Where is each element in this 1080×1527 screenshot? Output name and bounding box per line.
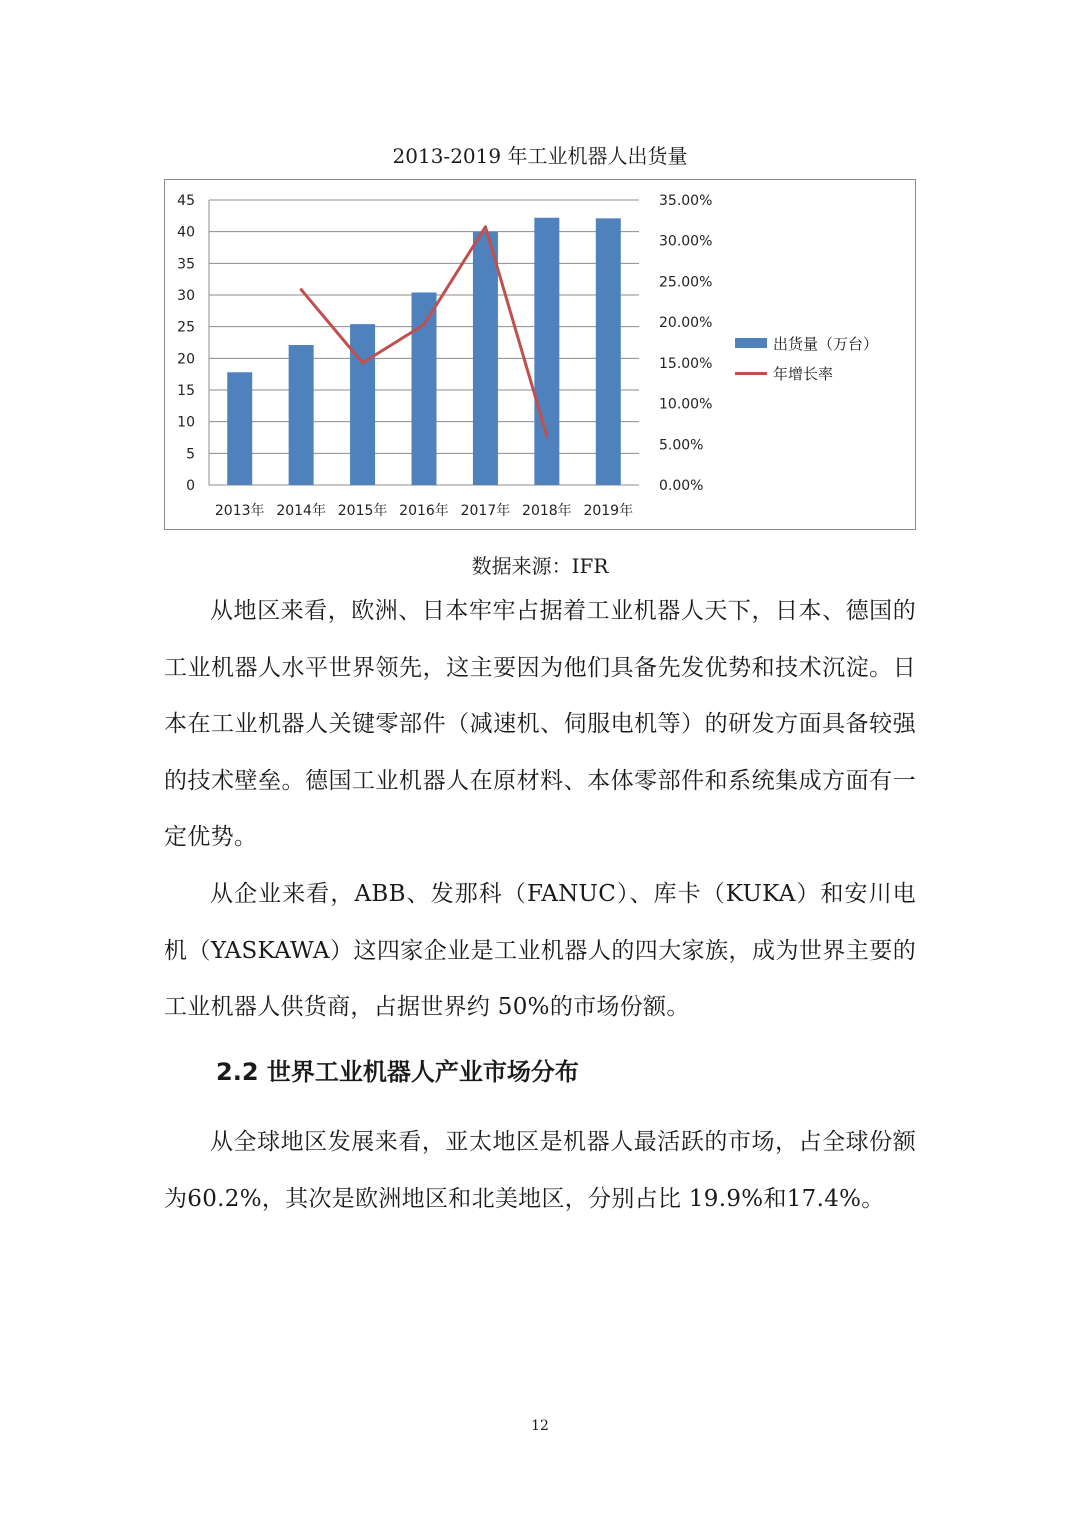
chart-legend xyxy=(735,328,915,388)
figure-title: 2013-2019 年工业机器人出货量 xyxy=(392,144,688,168)
y-right-tick-label: 15.00% xyxy=(659,355,713,372)
y-left-tick-label: 30 xyxy=(177,288,195,304)
x-tick-label: 2016年 xyxy=(399,503,449,519)
y-left-tick-label: 35 xyxy=(177,256,195,273)
legend-item-growth xyxy=(735,358,915,388)
bar xyxy=(289,345,314,485)
paragraph-market: 从全球地区发展来看，亚太地区是机器人最活跃的市场，占全球份额为60.2%，其次是欧洲地区和北美地区，分别占比 19.9%和17.4%。 xyxy=(164,1129,916,1212)
y-left-tick-label: 10 xyxy=(177,414,195,431)
section-heading: 2.2 世界工业机器人产业市场分布 xyxy=(216,1058,579,1086)
x-tick-label: 2015年 xyxy=(337,503,388,519)
legend-item-shipments xyxy=(735,328,915,358)
y-left-tick-label: 20 xyxy=(177,351,195,368)
bar xyxy=(227,372,252,485)
y-right-tick-label: 5.00% xyxy=(659,437,704,454)
legend-line-swatch xyxy=(735,372,767,375)
y-right-tick-label: 0.00% xyxy=(659,478,704,494)
y-right-tick-label: 20.00% xyxy=(659,315,713,332)
x-tick-label: 2019年 xyxy=(583,503,634,519)
bar xyxy=(596,218,621,485)
figure-source: 数据来源：IFR xyxy=(471,554,609,578)
y-left-tick-label: 15 xyxy=(177,383,195,399)
legend-bar-swatch xyxy=(735,338,767,348)
y-right-tick-label: 30.00% xyxy=(659,233,713,250)
x-tick-label: 2013年 xyxy=(214,503,265,519)
y-right-tick-label: 35.00% xyxy=(659,193,713,209)
growth-rate-point xyxy=(361,361,364,364)
bar xyxy=(412,292,437,485)
paragraph-companies: 从企业来看，ABB、发那科（FANUC）、库卡（KUKA）和安川电机（YASKAWA）这四家企业是工业机器人的四大家族，成为世界主要的工业机器人供货商，占据世界约 50%的市场份额。 xyxy=(164,881,916,1020)
legend-label-shipments: 出货量（万台） xyxy=(773,334,879,353)
x-tick-label: 2018年 xyxy=(522,503,572,519)
y-right-tick-label: 25.00% xyxy=(659,274,713,291)
y-right-tick-label: 10.00% xyxy=(659,396,713,413)
bar xyxy=(534,218,559,485)
growth-rate-point xyxy=(300,288,303,291)
y-left-tick-label: 45 xyxy=(177,193,195,209)
x-tick-label: 2014年 xyxy=(276,503,326,519)
y-left-tick-label: 25 xyxy=(177,319,195,336)
paragraph-region: 从地区来看，欧洲、日本牢牢占据着工业机器人天下，日本、德国的工业机器人水平世界领先，这主要因为他们具备先发优势和技术沉淀。日本在工业机器人关键零部件（减速机、伺服电机等）的研发方面具备较强的技术壁垒。德国工业机器人在原材料、本体零部件和系统集成方面有一定优势。 xyxy=(164,598,916,850)
x-tick-label: 2017年 xyxy=(460,503,511,519)
y-left-tick-label: 40 xyxy=(177,224,195,241)
legend-label-growth: 年增长率 xyxy=(773,364,834,383)
growth-rate-point xyxy=(484,225,487,228)
growth-rate-point xyxy=(423,323,426,326)
growth-rate-point xyxy=(545,435,548,438)
page-number: 12 xyxy=(531,1418,549,1434)
y-left-tick-label: 5 xyxy=(186,446,195,463)
y-left-tick-label: 0 xyxy=(186,478,195,494)
bar xyxy=(350,324,375,485)
chart-container xyxy=(164,179,916,530)
bar xyxy=(473,232,498,485)
